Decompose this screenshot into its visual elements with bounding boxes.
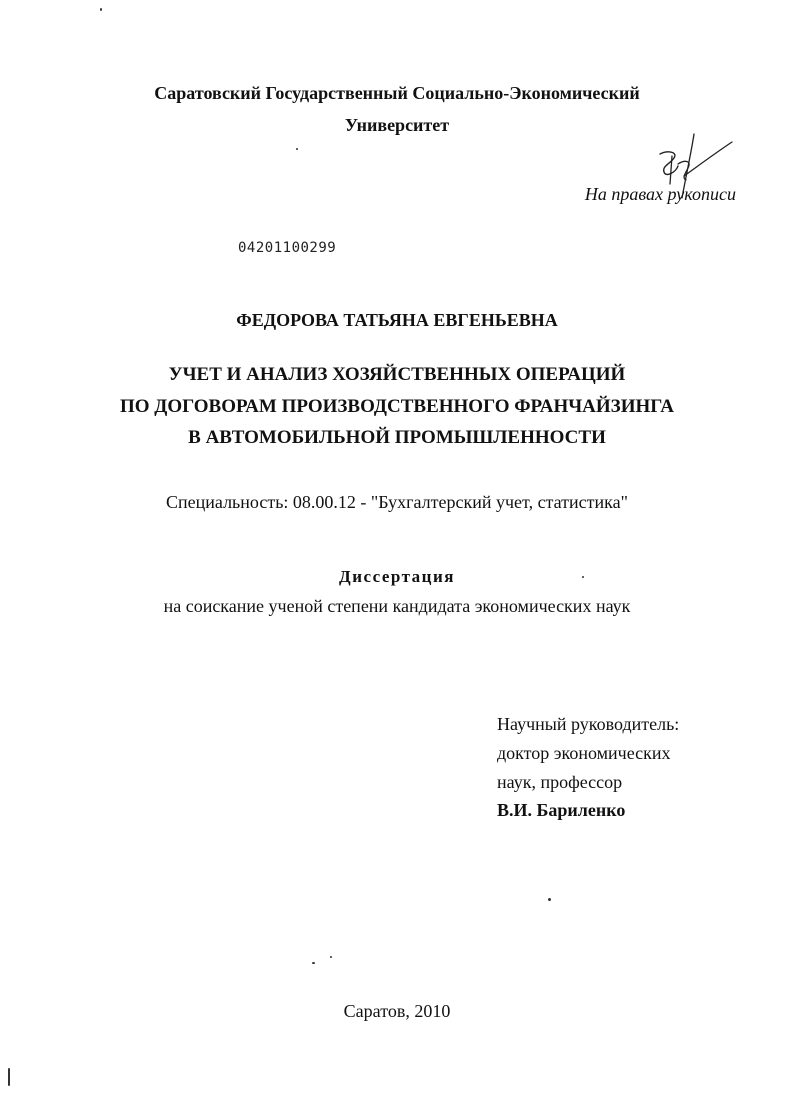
scan-speck	[582, 576, 584, 578]
supervisor-label: Научный руководитель:	[497, 714, 680, 734]
scan-speck	[100, 8, 102, 11]
scan-speck	[548, 898, 551, 901]
archive-stamp-code: 04201100299	[238, 240, 337, 256]
university-name-line2: Университет	[344, 115, 450, 135]
supervisor-name: В.И. Бариленко	[497, 800, 626, 820]
title-line-3: В АВТОМОБИЛЬНОЙ ПРОМЫШЛЕННОСТИ	[188, 427, 606, 448]
supervisor-degree-line1: доктор экономических	[497, 743, 671, 763]
degree-line: на соискание ученой степени кандидата экономических наук	[163, 596, 631, 616]
author-name: ФЕДОРОВА ТАТЬЯНА ЕВГЕНЬЕВНА	[236, 310, 558, 330]
scan-speck	[312, 962, 315, 964]
document-type: Диссертация	[339, 567, 455, 586]
title-line-2: ПО ДОГОВОРАМ ПРОИЗВОДСТВЕННОГО ФРАНЧАЙЗИНГА	[119, 396, 674, 417]
specialty-line: Специальность: 08.00.12 - "Бухгалтерский учет, статистика"	[166, 492, 628, 512]
manuscript-note: На правах рукописи	[584, 184, 736, 204]
city-year: Саратов, 2010	[343, 1001, 451, 1021]
scan-speck	[330, 956, 332, 958]
scan-speck	[8, 1068, 10, 1086]
university-name-line1: Саратовский Государственный Социально-Экономический	[154, 83, 640, 103]
scan-speck	[296, 148, 298, 150]
title-line-1: УЧЕТ И АНАЛИЗ ХОЗЯЙСТВЕННЫХ ОПЕРАЦИЙ	[168, 364, 626, 385]
supervisor-degree-line2: наук, профессор	[497, 772, 623, 792]
